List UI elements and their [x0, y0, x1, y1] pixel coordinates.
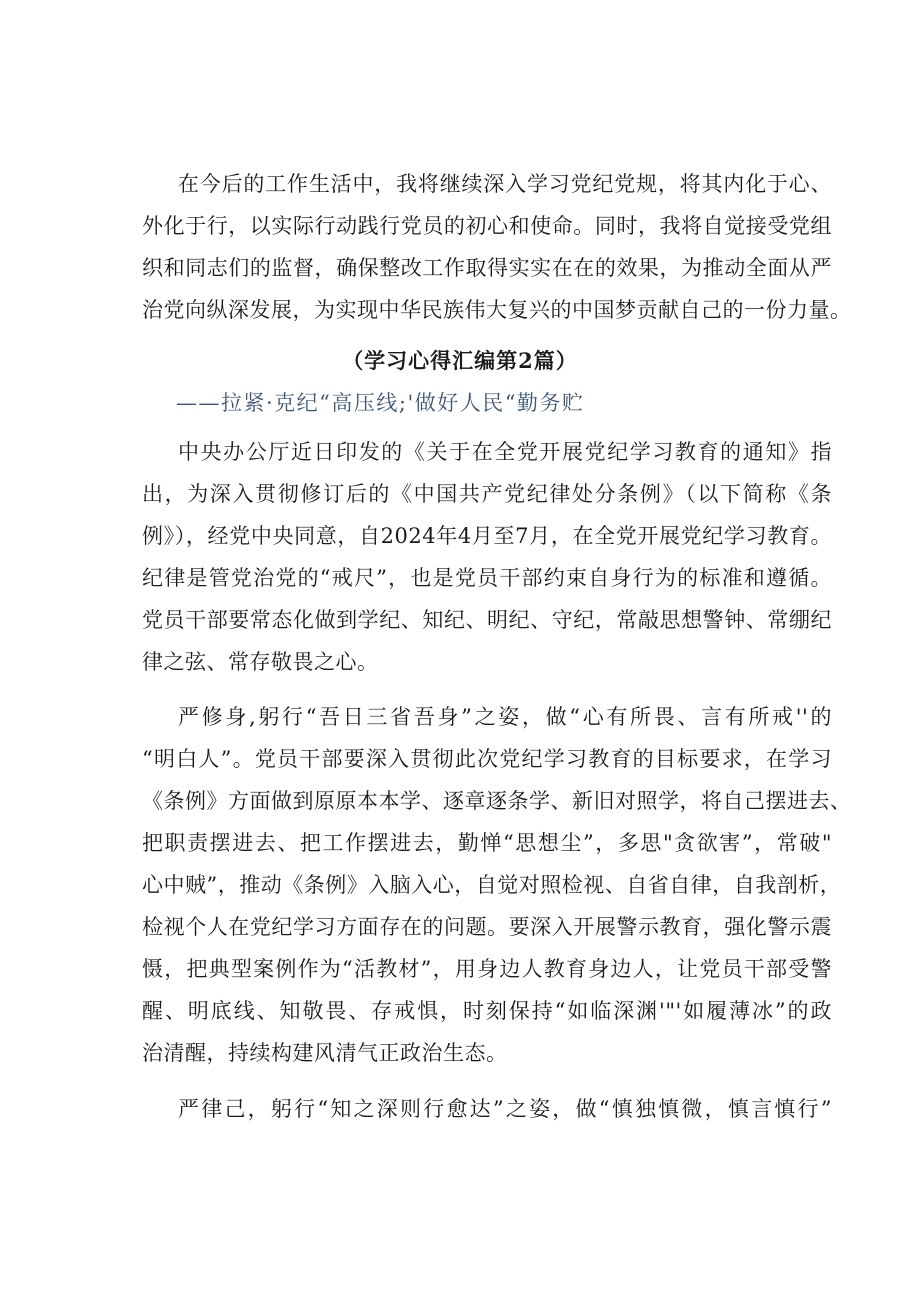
paragraph-2-line: 党员干部要常态化做到学纪、知纪、明纪、守纪，常敲思想警钟、常绷纪 [142, 608, 832, 632]
section-subtitle: ——拉紧·克纪“高压线;'做好人民“勤务贮 [176, 391, 585, 415]
paragraph-3-line: 慑，把典型案例作为“活教材”，用身边人教育身边人，让党员干部受警 [142, 957, 832, 981]
paragraph-2-line: 律之弦、常存敬畏之心。 [142, 650, 379, 674]
paragraph-3-line: 把职责摆进去、把工作摆进去，勤惮“思想尘”，多思"贪欲害”，常破" [142, 831, 832, 855]
paragraph-3-line: 心中贼”，推动《条例》入脑入心，自觉对照检视、自省自律，自我剖析， [142, 873, 842, 897]
paragraph-3-line: 醒、明底线、知敬畏、存戒惧，时刻保持“如临深渊'"'如履薄冰”的政 [142, 999, 832, 1023]
paragraph-1-line: 织和同志们的监督，确保整改工作取得实实在在的效果，为推动全面从严 [142, 256, 832, 280]
paragraph-3-line: 《条例》方面做到原原本本学、逐章逐条学、新旧对照学，将自己摆进去、 [142, 789, 852, 813]
paragraph-2-line: 中央办公厅近日印发的《关于在全党开展党纪学习教育的通知》指 [178, 440, 832, 464]
paragraph-2-line: 纪律是管党治党的“戒尺”，也是党员干部约束自身行为的标准和遵循。 [142, 566, 832, 590]
paragraph-3-line: 严修身,躬行“吾日三省吾身”之姿，做“心有所畏、言有所戒''的 [178, 705, 832, 729]
paragraph-3-line: “明白人”。党员干部要深入贯彻此次党纪学习教育的目标要求，在学习 [142, 747, 832, 771]
paragraph-4-line: 严律己，躬行“知之深则行愈达”之姿，做“慎独慎微，慎言慎行” [178, 1097, 832, 1121]
paragraph-1-line: 在今后的工作生活中，我将继续深入学习党纪党规，将其内化于心、 [178, 172, 832, 196]
section-heading: （学习心得汇编第2篇） [342, 348, 578, 373]
paragraph-2-line: 例》），经党中央同意，自2024年4月至7月，在全党开展党纪学习教育。 [142, 524, 832, 548]
paragraph-1-line: 外化于行，以实际行动践行党员的初心和使命。同时，我将自觉接受党组 [142, 214, 832, 238]
paragraph-2-line: 出，为深入贯彻修订后的《中国共产党纪律处分条例》（以下简称《条 [142, 482, 832, 506]
paragraph-3-line: 治清醒，持续构建风清气正政治生态。 [142, 1041, 508, 1065]
paragraph-3-line: 检视个人在党纪学习方面存在的问题。要深入开展警示教育，强化警示震 [142, 915, 832, 939]
paragraph-1-line: 治党向纵深发展，为实现中华民族伟大复兴的中国梦贡献自己的一份力量。 [142, 298, 852, 322]
